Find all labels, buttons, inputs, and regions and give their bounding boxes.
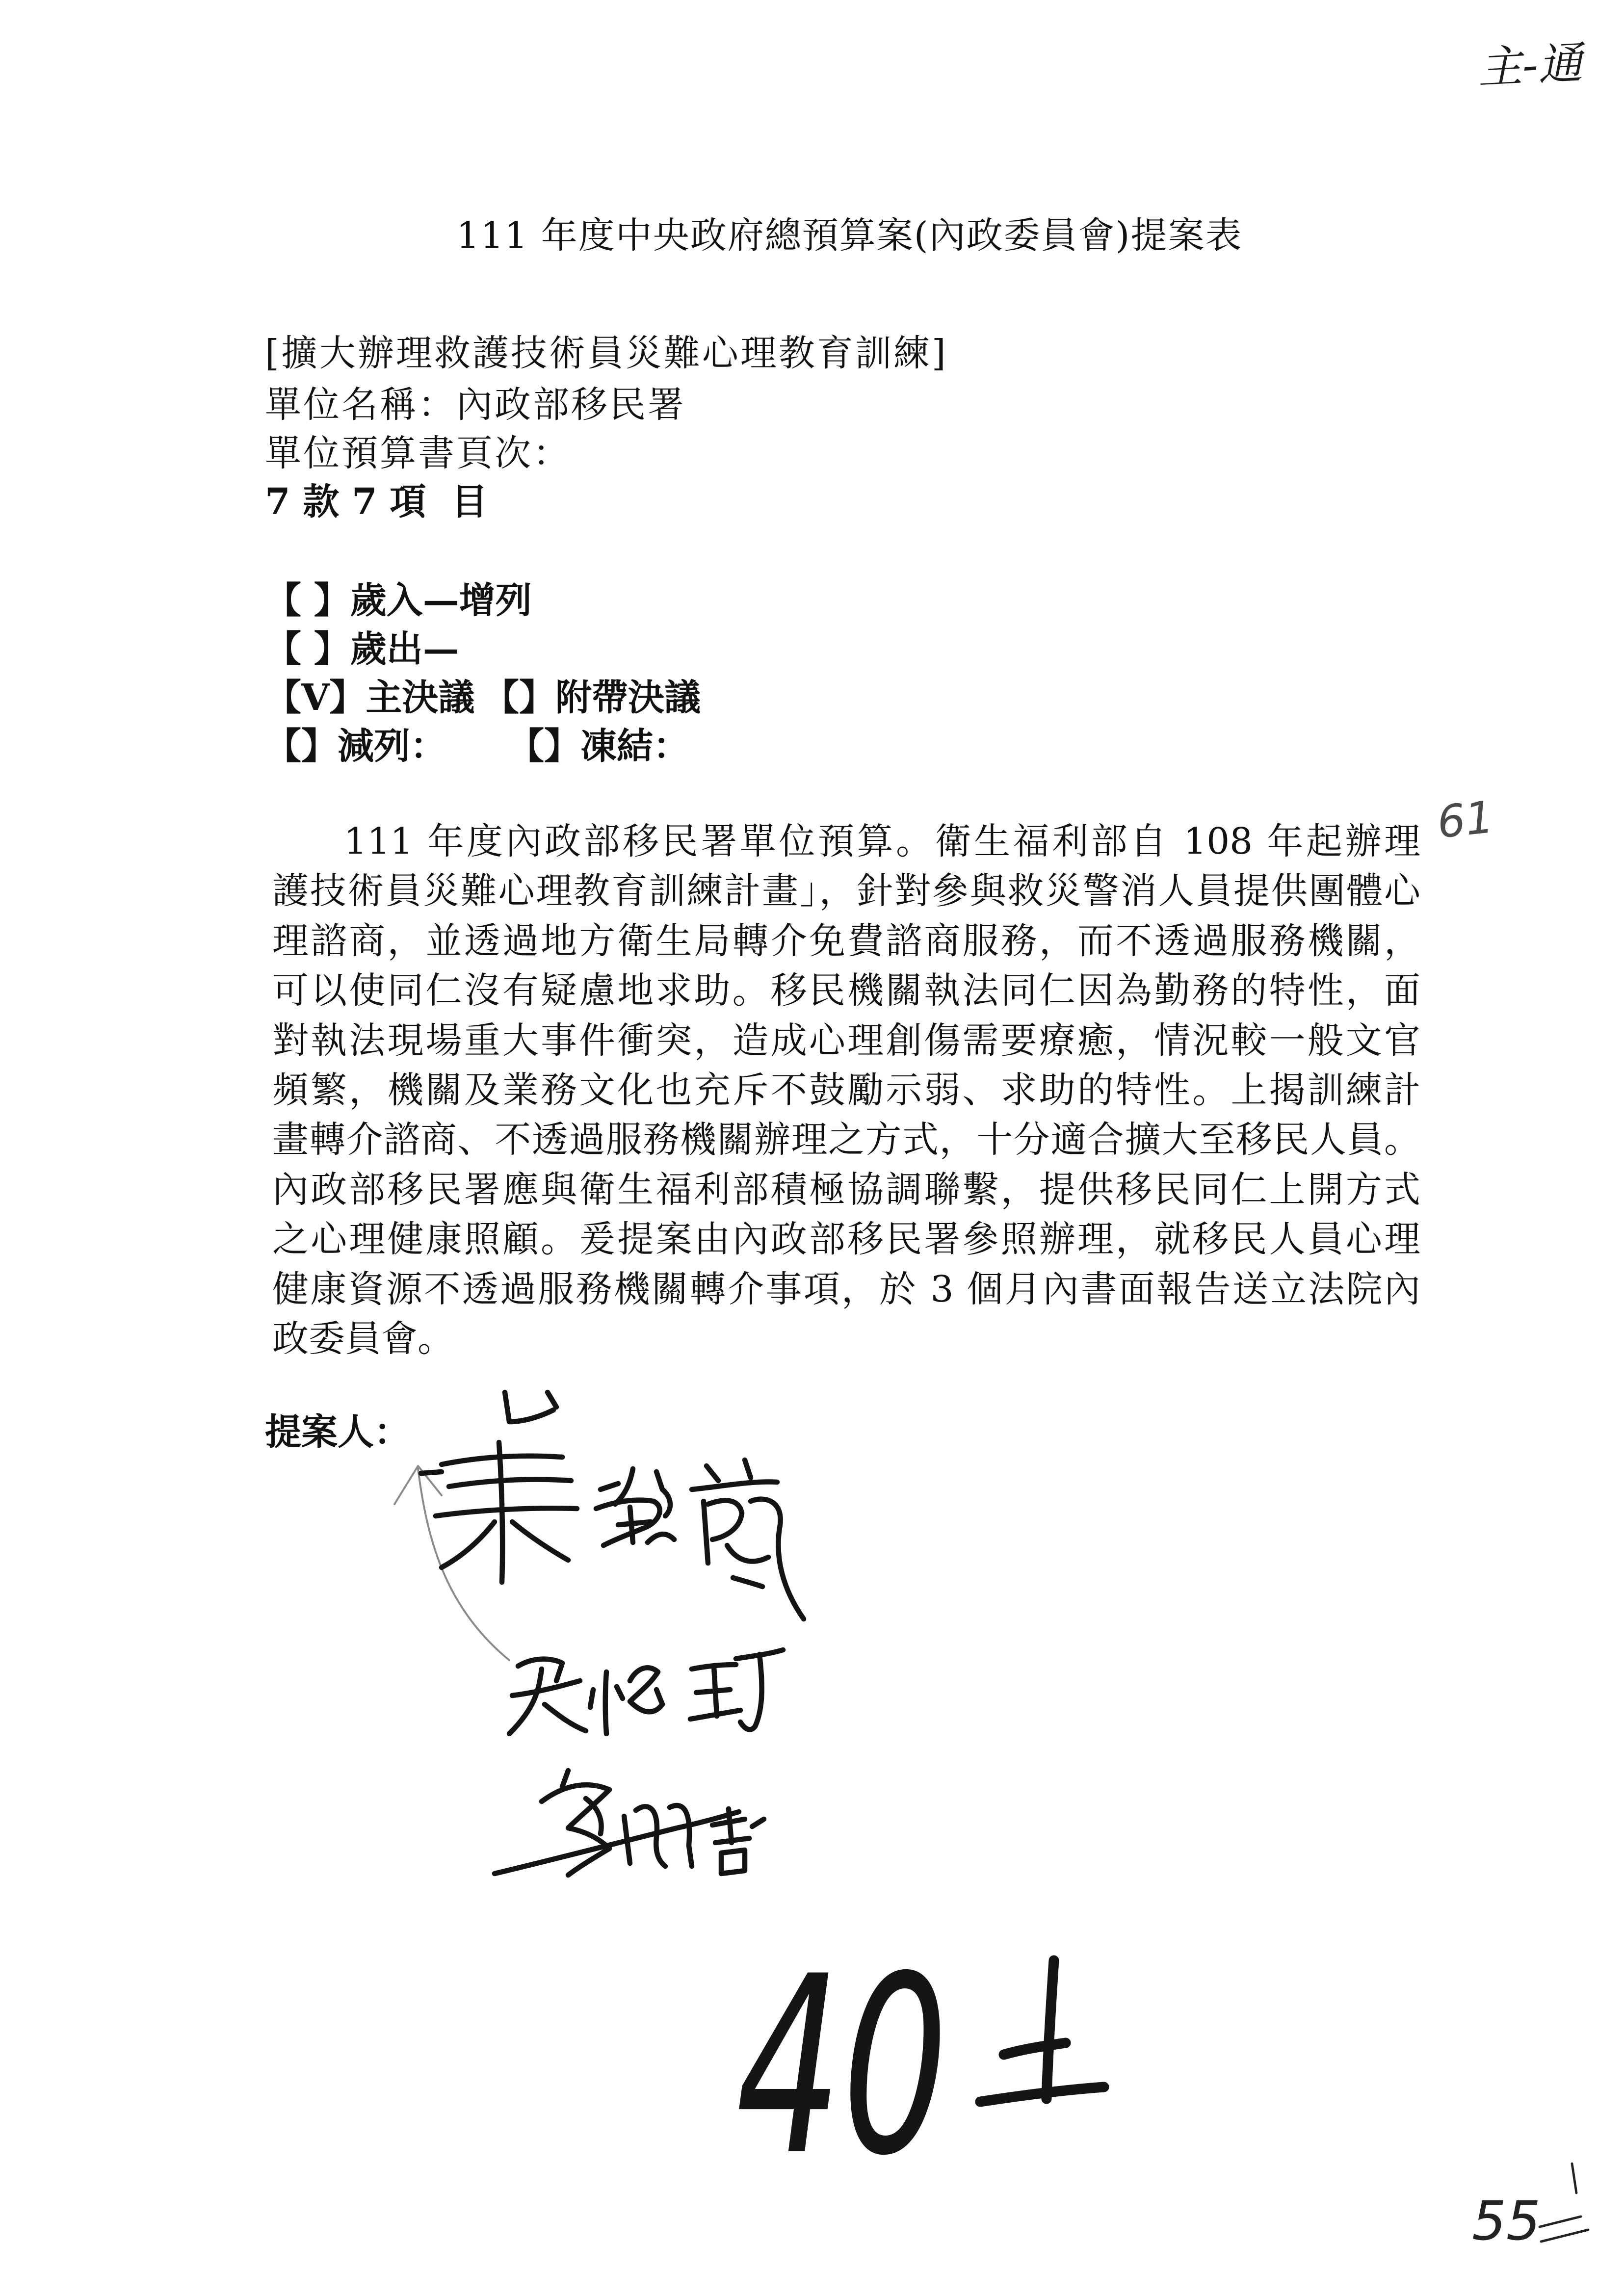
handwritten-approval-note: 主-通 bbox=[1476, 37, 1584, 94]
signature-1 bbox=[421, 1392, 804, 1619]
signature-1-stroke bbox=[421, 1392, 577, 1582]
proposal-body-line: 護技術員災難心理教育訓練計畫」，針對參與救災警消人員提供團體心 bbox=[272, 870, 1420, 913]
proposal-body-line: 政委員會。 bbox=[272, 1317, 454, 1360]
signature-2 bbox=[509, 1650, 783, 1734]
proposal-body-line: 內政部移民署應與衛生福利部積極協調聯繫，提供移民同仁上開方式 bbox=[272, 1168, 1420, 1211]
proposer-label: 提案人： bbox=[265, 1411, 410, 1453]
signature-3 bbox=[495, 1771, 764, 1875]
proposer-arrow-stroke bbox=[394, 1466, 509, 1660]
signature-3-stroke bbox=[542, 1771, 609, 1875]
signature-3-stroke bbox=[624, 1805, 692, 1866]
proposal-body-line: 頻繁，機關及業務文化也充斥不鼓勵示弱、求助的特性。上揭訓練計 bbox=[272, 1069, 1420, 1111]
signature-1-stroke bbox=[692, 1460, 804, 1619]
proposal-body bbox=[272, 817, 1420, 1364]
handwritten-count: 40 bbox=[736, 1924, 948, 2209]
proposal-body-line: 111 年度內政部移民署單位預算。衛生福利部自 108 年起辦理 bbox=[344, 820, 1420, 862]
proposal-body-line: 畫轉介諮商、不透過服務機關辦理之方式，十分適合擴大至移民人員。 bbox=[272, 1119, 1420, 1161]
signature-1-stroke bbox=[596, 1469, 674, 1545]
document-title: 111 年度中央政府總預算案(內政委員會)提案表 bbox=[456, 214, 1243, 257]
option-main-resolution: 【V】主決議 bbox=[265, 677, 475, 719]
signature-2-stroke bbox=[509, 1659, 586, 1734]
option-freeze: 【】凍結： bbox=[508, 725, 689, 767]
unit-name-line: 單位名稱：內政部移民署 bbox=[265, 384, 686, 426]
proposal-body-line: 理諮商，並透過地方衛生局轉介免費諮商服務，而不透過服務機關， bbox=[272, 919, 1420, 962]
proposal-subject: [擴大辦理救護技術員災難心理教育訓練] bbox=[265, 332, 948, 374]
proposal-body-line: 之心理健康照顧。爰提案由內政部移民署參照辦理，就移民人員心理 bbox=[272, 1218, 1420, 1261]
signature-2-stroke bbox=[690, 1650, 783, 1729]
handwritten-mark-stroke bbox=[980, 1960, 1104, 2102]
handwritten-page-note: 55 bbox=[1472, 2190, 1541, 2252]
budget-page-line: 單位預算書頁次： bbox=[265, 432, 571, 474]
proposal-body-line: 可以使同仁沒有疑慮地求助。移民機關執法同仁因為勤務的特性，面 bbox=[272, 969, 1420, 1012]
signature-3-stroke bbox=[495, 1812, 739, 1874]
handwritten-margin-number: 61 bbox=[1435, 791, 1496, 849]
handwritten-mark-after-count bbox=[980, 1960, 1104, 2102]
proposer-arrow bbox=[394, 1466, 509, 1660]
option-revenue-increase: 【 】歲入—增列 bbox=[265, 579, 532, 622]
handwritten-mark-bottom-right bbox=[1540, 2164, 1588, 2242]
option-expenditure: 【 】歲出— bbox=[265, 628, 459, 670]
budget-item-code: 7 款 7 項 目 bbox=[265, 481, 488, 523]
option-reduce: 【】減列： bbox=[265, 725, 446, 767]
proposal-body-line: 對執法現場重大事件衝突，造成心理創傷需要療癒，情況較一般文官 bbox=[272, 1019, 1420, 1062]
signature-2-stroke bbox=[590, 1668, 662, 1734]
signature-3-stroke bbox=[712, 1809, 764, 1874]
handwritten-mark-stroke bbox=[1540, 2164, 1588, 2242]
option-supplementary-resolution: 【】附帶決議 bbox=[483, 677, 701, 719]
proposal-body-line: 健康資源不透過服務機關轉介事項，於 3 個月內書面報告送立法院內 bbox=[272, 1268, 1420, 1310]
